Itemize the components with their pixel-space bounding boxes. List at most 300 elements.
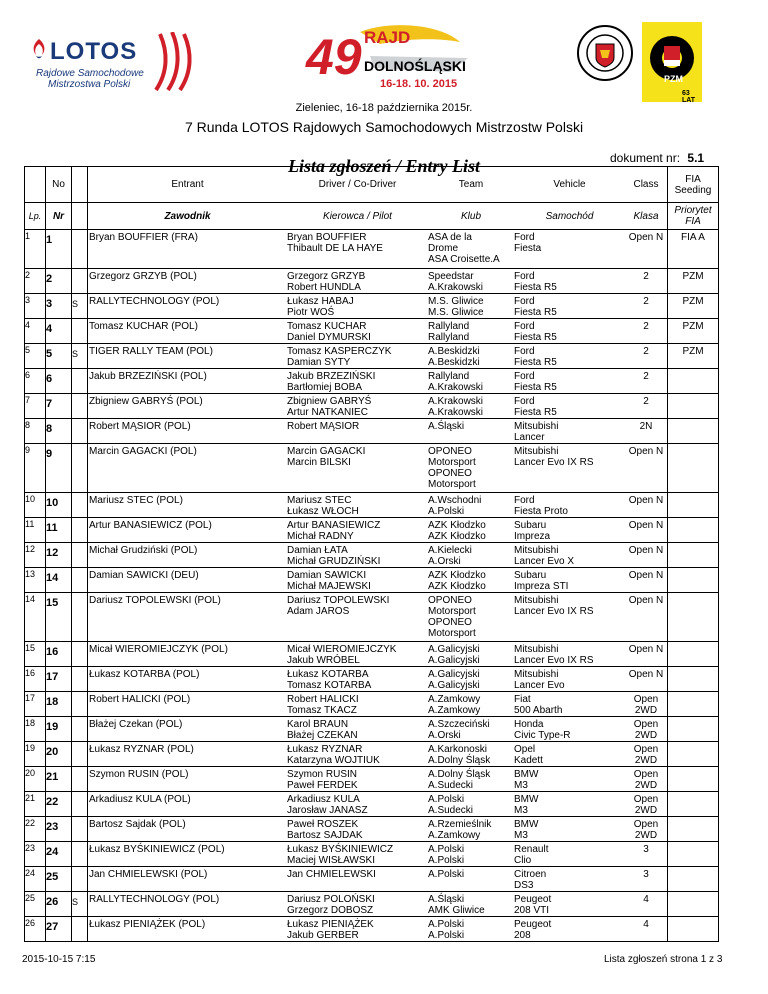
row-team: [428, 493, 514, 518]
row-fia: FIA A: [668, 230, 719, 269]
row-team-line: A.Rzemieślnik: [428, 819, 492, 830]
row-class: [625, 892, 668, 917]
row-drivers-line: Tomasz KUCHAR: [287, 321, 367, 332]
row-entrant: Grzegorz GRZYB (POL): [88, 269, 288, 294]
row-team: [428, 792, 514, 817]
row-s: [72, 717, 88, 742]
table-row: [25, 444, 719, 493]
row-drivers: [287, 543, 428, 568]
row-drivers-line: Grzegorz DOBOSZ: [287, 905, 374, 916]
row-fia: PZM: [668, 294, 719, 319]
row-entrant: Łukasz KOTARBA (POL): [88, 667, 288, 692]
row-team: [428, 419, 514, 444]
row-team-line: A.Polski: [428, 919, 465, 930]
row-team-line: A.Sudecki: [428, 780, 474, 791]
row-class: [625, 369, 668, 394]
row-team-line: A.Szczeciński: [428, 719, 490, 730]
row-vehicle-line: Ford: [514, 232, 535, 243]
header-row-en: [25, 167, 719, 203]
row-class: [625, 642, 668, 667]
row-entrant: TIGER RALLY TEAM (POL): [88, 344, 288, 369]
row-s: [72, 419, 88, 444]
row-s: [72, 319, 88, 344]
row-fia: [668, 917, 719, 942]
row-drivers: [287, 518, 428, 543]
row-class-line: Open: [633, 794, 659, 805]
row-vehicle-line: Ford: [514, 396, 535, 407]
row-team-line: A.Polski: [428, 855, 465, 866]
row-vehicle: [514, 294, 625, 319]
row-lp: 1: [25, 230, 46, 269]
table-row: [25, 692, 719, 717]
row-nr: 1: [46, 230, 72, 269]
row-team: [428, 518, 514, 543]
row-drivers-line: Grzegorz GRZYB: [287, 271, 366, 282]
row-team-line: A.Polski: [428, 794, 465, 805]
row-drivers-line: Damian SAWICKI: [287, 570, 367, 581]
club-emblem-icon: [576, 24, 634, 82]
place-date: Zieleniec, 16-18 października 2015r.: [295, 102, 473, 114]
row-team-line: A.Wschodni: [428, 495, 482, 506]
row-team-line: A.Krakowski: [428, 382, 484, 393]
row-drivers-line: Zbigniew GABRYŚ: [287, 396, 372, 407]
row-drivers: [287, 842, 428, 867]
row-vehicle-line: BMW: [514, 794, 539, 805]
row-drivers: [287, 642, 428, 667]
row-vehicle-line: Kadett: [514, 755, 543, 766]
row-lp: 8: [25, 419, 46, 444]
table-row: [25, 667, 719, 692]
row-drivers: [287, 493, 428, 518]
row-team-line: AZK Kłodzko: [428, 570, 486, 581]
row-team-line: A.Beskidzki: [428, 346, 480, 357]
automobile-club-logo: [576, 24, 634, 82]
row-vehicle: [514, 369, 625, 394]
row-drivers: [287, 742, 428, 767]
row-drivers: [287, 593, 428, 642]
row-class-line: 2WD: [634, 755, 658, 766]
row-entrant: Robert MĄSIOR (POL): [88, 419, 288, 444]
row-vehicle-line: Fiesta Proto: [514, 506, 568, 517]
row-fia: [668, 742, 719, 767]
row-nr: 12: [46, 543, 72, 568]
row-entrant: Błażej Czekan (POL): [88, 717, 288, 742]
entry-list-table: [24, 166, 719, 942]
row-team: [428, 568, 514, 593]
row-vehicle-line: Clio: [514, 855, 532, 866]
row-nr: 26: [46, 892, 72, 917]
row-vehicle-line: M3: [514, 805, 528, 816]
row-team: [428, 767, 514, 792]
row-drivers: [287, 344, 428, 369]
row-drivers-line: Marcin GAGACKI: [287, 446, 366, 457]
row-vehicle-line: Civic Type-R: [514, 730, 571, 741]
row-nr: 24: [46, 842, 72, 867]
row-team-line: A.Zamkowy: [428, 694, 481, 705]
row-drivers: [287, 717, 428, 742]
row-entrant: RALLYTECHNOLOGY (POL): [88, 892, 288, 917]
row-entrant: Bartosz Sajdak (POL): [88, 817, 288, 842]
row-team-line: A.Polski: [428, 844, 465, 855]
row-class: [625, 444, 668, 493]
row-lp: 22: [25, 817, 46, 842]
row-vehicle: [514, 667, 625, 692]
row-class: [625, 493, 668, 518]
row-vehicle-line: Ford: [514, 346, 535, 357]
row-vehicle-line: Mitsubishi: [514, 669, 559, 680]
row-team-line: A.Karkonoski: [428, 744, 487, 755]
col-nr: Nr: [46, 203, 72, 230]
row-drivers: [287, 867, 428, 892]
row-vehicle: [514, 717, 625, 742]
row-team-line: A.Zamkowy: [428, 705, 481, 716]
row-class-line: 4: [643, 894, 649, 905]
row-drivers-line: Michał GRUDZIŃSKI: [287, 556, 381, 567]
row-drivers-line: Marcin BILSKI: [287, 457, 351, 468]
lotos-brand: LOTOS: [50, 38, 138, 65]
row-lp: 3: [25, 294, 46, 319]
table-row: [25, 642, 719, 667]
row-drivers-line: Thibault DE LA HAYE: [287, 243, 383, 254]
row-vehicle: [514, 867, 625, 892]
row-lp: 18: [25, 717, 46, 742]
row-team-line: A.Śląski: [428, 421, 465, 432]
row-vehicle: [514, 692, 625, 717]
row-entrant: Jakub BRZEZIŃSKI (POL): [88, 369, 288, 394]
row-drivers-line: Łukasz KOTARBA: [287, 669, 369, 680]
row-s: [72, 394, 88, 419]
row-vehicle: [514, 593, 625, 642]
row-class-line: 2WD: [634, 705, 658, 716]
row-vehicle-line: Peugeot: [514, 919, 552, 930]
row-team: [428, 269, 514, 294]
row-class-line: 2: [643, 296, 649, 307]
row-team-line: A.Krakowski: [428, 407, 484, 418]
row-vehicle-line: Impreza STI: [514, 581, 569, 592]
row-fia: [668, 394, 719, 419]
row-vehicle-line: BMW: [514, 819, 539, 830]
table-row: [25, 892, 719, 917]
row-entrant: Łukasz PIENIĄŻEK (POL): [88, 917, 288, 942]
row-s: S: [72, 892, 88, 917]
row-team-line: OPONEO: [428, 446, 472, 457]
table-row: [25, 817, 719, 842]
row-nr: 19: [46, 717, 72, 742]
row-drivers: [287, 792, 428, 817]
row-team-line: Rallyland: [428, 321, 470, 332]
col-class: Class: [625, 167, 668, 203]
row-lp: 9: [25, 444, 46, 493]
row-class: [625, 767, 668, 792]
row-fia: [668, 817, 719, 842]
col-entrant: Entrant: [88, 167, 288, 203]
row-vehicle-line: Lancer Evo IX RS: [514, 606, 594, 617]
row-class: [625, 344, 668, 369]
row-lp: 2: [25, 269, 46, 294]
row-class-line: 2: [643, 346, 649, 357]
col-priorytet: Priorytet FIA: [668, 203, 719, 230]
row-s: [72, 269, 88, 294]
row-drivers-line: Łukasz BYŚKINIEWICZ: [287, 844, 394, 855]
row-class: [625, 692, 668, 717]
row-class: [625, 742, 668, 767]
row-lp: 7: [25, 394, 46, 419]
row-drivers: [287, 369, 428, 394]
table-row: [25, 792, 719, 817]
row-team: [428, 667, 514, 692]
row-s: [72, 369, 88, 394]
row-vehicle: [514, 742, 625, 767]
table-row: [25, 294, 719, 319]
row-team-line: A.Galicyjski: [428, 680, 480, 691]
row-vehicle: [514, 394, 625, 419]
row-drivers-line: Katarzyna WOJTIUK: [287, 755, 380, 766]
row-lp: 12: [25, 543, 46, 568]
row-vehicle: [514, 917, 625, 942]
row-class-line: Open N: [628, 446, 664, 457]
row-vehicle-line: Ford: [514, 321, 535, 332]
col-kierowca: Kierowca / Pilot: [287, 203, 428, 230]
row-drivers-line: Adam JAROS: [287, 606, 350, 617]
row-vehicle-line: Ford: [514, 296, 535, 307]
row-lp: 13: [25, 568, 46, 593]
row-team-line: A.Polski: [428, 506, 465, 517]
row-entrant: Mariusz STEC (POL): [88, 493, 288, 518]
table-row: [25, 717, 719, 742]
row-vehicle-line: Subaru: [514, 570, 547, 581]
row-class: [625, 543, 668, 568]
row-fia: PZM: [668, 344, 719, 369]
row-team-line: Motorsport: [428, 628, 476, 639]
row-class-line: 2: [643, 321, 649, 332]
row-vehicle-line: Mitsubishi: [514, 595, 559, 606]
row-entrant: Michał Grudziński (POL): [88, 543, 288, 568]
row-team: [428, 717, 514, 742]
row-fia: [668, 717, 719, 742]
row-drivers: [287, 817, 428, 842]
row-class-line: Open N: [628, 232, 664, 243]
row-s: S: [72, 294, 88, 319]
row-drivers-line: Artur BANASIEWICZ: [287, 520, 381, 531]
lotos-flame-icon: [30, 38, 48, 60]
row-vehicle-line: 500 Abarth: [514, 705, 563, 716]
row-class-line: Open N: [628, 570, 664, 581]
row-team-line: A.Zamkowy: [428, 830, 481, 841]
row-class: [625, 593, 668, 642]
row-vehicle: [514, 419, 625, 444]
row-nr: 23: [46, 817, 72, 842]
row-class-line: 2WD: [634, 805, 658, 816]
row-s: [72, 444, 88, 493]
row-vehicle: [514, 792, 625, 817]
row-class-line: 2WD: [634, 780, 658, 791]
table-row: [25, 742, 719, 767]
row-team-line: A.Dolny Śląsk: [428, 755, 491, 766]
table-row: [25, 319, 719, 344]
rally-logo: [300, 22, 470, 100]
row-drivers-line: Jakub GERBER: [287, 930, 359, 941]
row-fia: [668, 667, 719, 692]
row-team: [428, 394, 514, 419]
row-nr: 10: [46, 493, 72, 518]
row-drivers-line: Dariusz POLOŃSKI: [287, 894, 375, 905]
rally-name2: DOLNOŚLĄSKI: [364, 58, 466, 74]
row-lp: 17: [25, 692, 46, 717]
row-lp: 11: [25, 518, 46, 543]
row-nr: 17: [46, 667, 72, 692]
row-vehicle-line: M3: [514, 830, 528, 841]
row-fia: PZM: [668, 319, 719, 344]
row-entrant: Marcin GAGACKI (POL): [88, 444, 288, 493]
row-team: [428, 294, 514, 319]
row-s: [72, 642, 88, 667]
row-class-line: Open: [633, 719, 659, 730]
row-drivers-line: Dariusz TOPOLEWSKI: [287, 595, 390, 606]
row-drivers: [287, 294, 428, 319]
lotos-logo: [30, 36, 190, 96]
row-drivers-line: Szymon RUSIN: [287, 769, 358, 780]
row-nr: 21: [46, 767, 72, 792]
row-nr: 6: [46, 369, 72, 394]
row-drivers-line: Bartłomiej BOBA: [287, 382, 363, 393]
row-drivers-line: Robert MĄSIOR: [287, 421, 360, 432]
row-drivers-line: Jakub BRZEZIŃSKI: [287, 371, 376, 382]
row-class: [625, 842, 668, 867]
row-drivers: [287, 692, 428, 717]
row-vehicle: [514, 892, 625, 917]
row-lp: 24: [25, 867, 46, 892]
row-team-line: Rallyland: [428, 332, 470, 343]
row-team-line: A.Orski: [428, 556, 461, 567]
row-vehicle: [514, 543, 625, 568]
row-vehicle-line: M3: [514, 780, 528, 791]
col-driver: Driver / Co-Driver: [287, 167, 428, 203]
col-vehicle: Vehicle: [514, 167, 625, 203]
row-team-line: A.Śląski: [428, 894, 465, 905]
row-lp: 15: [25, 642, 46, 667]
row-class-line: 2: [643, 396, 649, 407]
row-vehicle-line: Lancer Evo: [514, 680, 565, 691]
row-team: [428, 692, 514, 717]
row-team-line: Drome: [428, 243, 459, 254]
row-team: [428, 344, 514, 369]
row-vehicle: [514, 842, 625, 867]
row-lp: 21: [25, 792, 46, 817]
row-class: [625, 817, 668, 842]
row-nr: 16: [46, 642, 72, 667]
row-nr: 8: [46, 419, 72, 444]
row-team: [428, 593, 514, 642]
row-vehicle-line: Lancer Evo IX RS: [514, 655, 594, 666]
row-team-line: AZK Kłodzko: [428, 520, 486, 531]
row-vehicle-line: Ford: [514, 371, 535, 382]
row-drivers-line: Jan CHMIELEWSKI: [287, 869, 376, 880]
row-lp: 14: [25, 593, 46, 642]
row-team: [428, 369, 514, 394]
row-vehicle-line: Peugeot: [514, 894, 552, 905]
row-drivers-line: Michał RADNY: [287, 531, 354, 542]
row-team-line: A.Kielecki: [428, 545, 472, 556]
row-entrant: Micał WIEROMIEJCZYK (POL): [88, 642, 288, 667]
row-vehicle-line: Ford: [514, 495, 535, 506]
row-drivers: [287, 917, 428, 942]
row-class: [625, 419, 668, 444]
row-team-line: M.S. Gliwice: [428, 307, 484, 318]
row-vehicle-line: Mitsubishi: [514, 644, 559, 655]
doc-number-value: 5.1: [687, 151, 705, 165]
row-team: [428, 319, 514, 344]
row-drivers: [287, 444, 428, 493]
row-entrant: Artur BANASIEWICZ (POL): [88, 518, 288, 543]
row-drivers: [287, 230, 428, 269]
table-row: [25, 543, 719, 568]
row-team-line: A.Krakowski: [428, 282, 484, 293]
row-drivers-line: Michał MAJEWSKI: [287, 581, 371, 592]
row-vehicle-line: Fiesta R5: [514, 332, 557, 343]
row-vehicle-line: Renault: [514, 844, 549, 855]
row-s: [72, 593, 88, 642]
row-entrant: Zbigniew GABRYŚ (POL): [88, 394, 288, 419]
row-class-line: Open: [633, 819, 659, 830]
row-lp: 6: [25, 369, 46, 394]
row-vehicle-line: Fiesta R5: [514, 357, 557, 368]
row-drivers-line: Mariusz STEC: [287, 495, 352, 506]
row-nr: 20: [46, 742, 72, 767]
row-team-line: OPONEO: [428, 468, 472, 479]
row-team-line: ASA de la: [428, 232, 472, 243]
table-row: [25, 568, 719, 593]
row-fia: [668, 493, 719, 518]
row-s: [72, 667, 88, 692]
row-team-line: AZK Kłodzko: [428, 531, 486, 542]
row-drivers-line: Błażej CZEKAN: [287, 730, 358, 741]
col-klub: Klub: [428, 203, 514, 230]
row-vehicle: [514, 319, 625, 344]
row-team-line: Motorsport: [428, 479, 476, 490]
table-row: [25, 230, 719, 269]
row-fia: [668, 767, 719, 792]
row-class: [625, 394, 668, 419]
row-s: [72, 230, 88, 269]
row-class-line: 4: [643, 919, 649, 930]
row-team-line: Speedstar: [428, 271, 474, 282]
row-class-line: Open N: [628, 595, 664, 606]
table-row: [25, 842, 719, 867]
row-vehicle-line: Fiesta R5: [514, 382, 557, 393]
row-class-line: Open: [633, 694, 659, 705]
row-class: [625, 917, 668, 942]
row-vehicle-line: Fiesta R5: [514, 407, 557, 418]
row-team: [428, 842, 514, 867]
row-class-line: Open N: [628, 520, 664, 531]
row-drivers-line: Paweł FERDEK: [287, 780, 358, 791]
row-fia: PZM: [668, 269, 719, 294]
row-entrant: Szymon RUSIN (POL): [88, 767, 288, 792]
row-vehicle: [514, 767, 625, 792]
row-entrant: Łukasz BYŚKINIEWICZ (POL): [88, 842, 288, 867]
row-nr: 27: [46, 917, 72, 942]
row-team-line: A.Beskidzki: [428, 357, 480, 368]
row-class: [625, 792, 668, 817]
rally-dates: 16-18. 10. 2015: [380, 78, 458, 90]
row-class: [625, 230, 668, 269]
row-vehicle-line: Lancer: [514, 432, 545, 443]
row-fia: [668, 593, 719, 642]
row-class: [625, 717, 668, 742]
row-entrant: Arkadiusz KULA (POL): [88, 792, 288, 817]
row-drivers-line: Łukasz RYZNAR: [287, 744, 363, 755]
row-team: [428, 892, 514, 917]
